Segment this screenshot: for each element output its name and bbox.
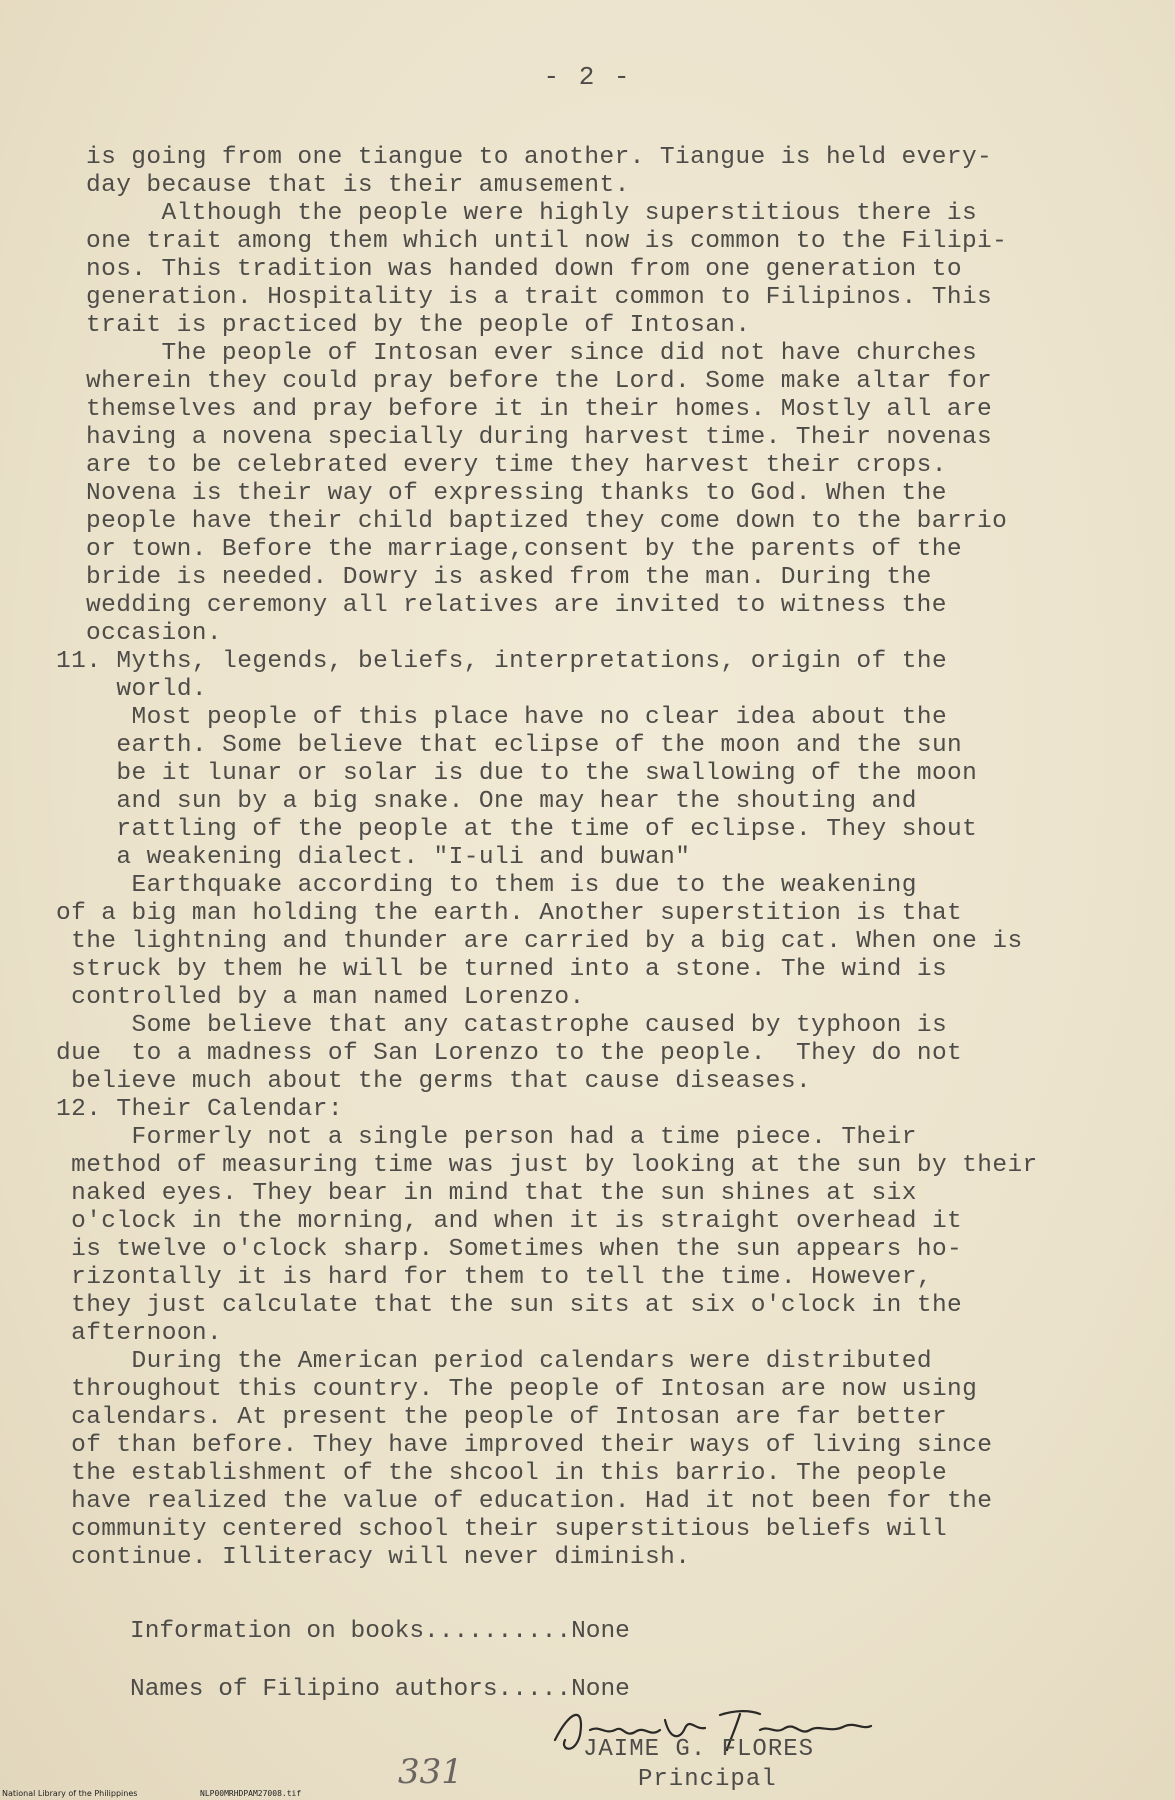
text-line: Formerly not a single person had a time piece. Their [56,1124,917,1151]
text-line: Most people of this place have no clear idea about the [56,704,948,731]
text-line: and sun by a big snake. One may hear the shouting and [56,788,917,815]
text-line: The people of Intosan ever since did not have churches [86,340,978,367]
text-line: one trait among them which until now is common to the Filipi- [86,228,1008,255]
text-line: o'clock in the morning, and when it is straight overhead it [56,1208,963,1235]
filipino-authors: Names of Filipino authors.....None [130,1676,630,1703]
text-line: have realized the value of education. Had it not been for the [56,1488,993,1515]
text-line: Earthquake according to them is due to the weakening [56,872,917,899]
text-line: rattling of the people at the time of eclipse. They shout [56,816,978,843]
signature-title: Principal [638,1766,777,1793]
text-line: controlled by a man named Lorenzo. [56,984,585,1011]
text-line: generation. Hospitality is a trait common to Filipinos. This [86,284,993,311]
text-line: nos. This tradition was handed down from one generation to [86,256,962,283]
signature-name: JAIME G. FLORES [583,1736,815,1763]
text-line: trait is practiced by the people of Intosan. [86,312,751,339]
text-line: the lightning and thunder are carried by a big cat. When one is [56,928,1023,955]
text-line: is twelve o'clock sharp. Sometimes when the sun appears ho- [56,1236,963,1263]
text-line: wedding ceremony all relatives are invited to witness the [86,592,947,619]
text-line: afternoon. [56,1320,223,1347]
section-heading-11: 11. Myths, legends, beliefs, interpretations, origin of the [56,648,948,675]
text-line: or town. Before the marriage,consent by the parents of the [86,536,962,563]
text-line: earth. Some believe that eclipse of the moon and the sun [56,732,963,759]
section-heading-12: 12. Their Calendar: [56,1096,343,1123]
text-line: naked eyes. They bear in mind that the sun shines at six [56,1180,917,1207]
text-line: is going from one tiangue to another. Tiangue is held every- [86,144,993,171]
text-line: people have their child baptized they come down to the barrio [86,508,1008,535]
text-line: struck by them he will be turned into a stone. The wind is [56,956,948,983]
text-line: Some believe that any catastrophe caused by typhoon is [56,1012,948,1039]
page-number: - 2 - [543,62,632,92]
footer-file: NLP00MRHDPAM27008.tif [200,1789,302,1798]
handwritten-page-number: 331 [398,1752,463,1792]
text-line: community centered school their superstitious beliefs will [56,1516,948,1543]
text-line: believe much about the germs that cause diseases. [56,1068,812,1095]
text-line: are to be celebrated every time they harvest their crops. [86,452,947,479]
text-line: During the American period calendars were distributed [56,1348,932,1375]
text-line: occasion. [86,620,222,647]
text-line: wherein they could pray before the Lord. Some make altar for [86,368,993,395]
text-line: method of measuring time was just by looking at the sun by their [56,1152,1038,1179]
text-line: be it lunar or solar is due to the swallowing of the moon [56,760,978,787]
text-line: world. [56,676,208,703]
text-line: the establishment of the shcool in this barrio. The people [56,1460,948,1487]
text-line: of than before. They have improved their ways of living since [56,1432,993,1459]
text-line: having a novena specially during harvest time. Their novenas [86,424,993,451]
footer-library: National Library of the Philippines [2,1789,138,1798]
text-line: calendars. At present the people of Intosan are far better [56,1404,948,1431]
text-line: of a big man holding the earth. Another superstition is that [56,900,963,927]
text-line: Although the people were highly superstitious there is [86,200,978,227]
text-line: day because that is their amusement. [86,172,630,199]
text-line: continue. Illiteracy will never diminish. [56,1544,691,1571]
text-line: rizontally it is hard for them to tell the time. However, [56,1264,932,1291]
text-line: Novena is their way of expressing thanks to God. When the [86,480,947,507]
text-line: due to a madness of San Lorenzo to the people. They do not [56,1040,963,1067]
text-line: themselves and pray before it in their homes. Mostly all are [86,396,993,423]
text-line: they just calculate that the sun sits at six o'clock in the [56,1292,963,1319]
text-line: bride is needed. Dowry is asked from the man. During the [86,564,932,591]
text-line: a weakening dialect. "I-uli and buwan" [56,844,691,871]
info-on-books: Information on books..........None [130,1618,630,1645]
text-line: throughout this country. The people of Intosan are now using [56,1376,978,1403]
